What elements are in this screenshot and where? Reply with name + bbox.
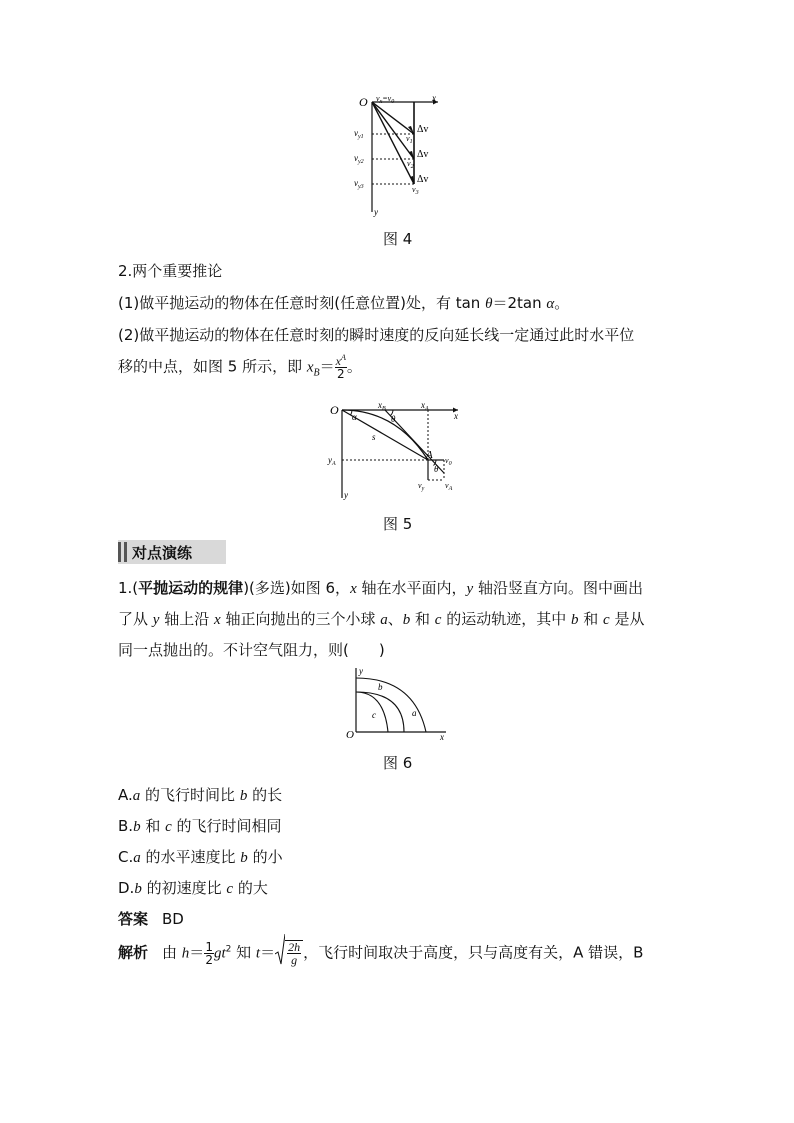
fig4-vy3: $v_{y3}$ — [354, 178, 364, 190]
fig6-trajectory-b — [356, 692, 404, 732]
fig6-origin: O — [346, 729, 354, 741]
fig5-va: $v_A$ — [445, 481, 453, 492]
fig4-v3-vector — [372, 102, 414, 184]
fig4-origin: O — [359, 95, 368, 109]
fig5-ya: $y_A$ — [328, 455, 336, 467]
fig5-theta: θ — [391, 414, 396, 424]
figure-5 — [326, 400, 466, 502]
practice-section-title: 对点演练 — [132, 544, 193, 562]
fig6-label-c: c — [372, 710, 376, 720]
fig4-v1: $v_1$ — [406, 134, 413, 145]
fig4-v2-vector — [372, 102, 414, 159]
section-2-heading: 2.两个重要推论 — [118, 262, 223, 280]
option-a[interactable]: A.a 的飞行时间比 b 的长 — [118, 786, 283, 804]
fig6-y-label: y — [359, 666, 363, 676]
sqrt-icon — [275, 934, 285, 968]
fig6-label-b: b — [378, 682, 383, 692]
fig5-xb: $x_B$ — [378, 400, 386, 412]
fig5-xa: $x_A$ — [421, 400, 429, 412]
figure-5-caption: 图 5 — [383, 515, 413, 533]
figure-4-diagram — [350, 94, 450, 219]
fig6-label-a: a — [412, 708, 417, 718]
fig4-vy2: $v_{y2}$ — [354, 153, 364, 165]
fig5-origin: O — [330, 403, 339, 417]
figure-6 — [344, 664, 452, 742]
option-b[interactable]: B.b 和 c 的飞行时间相同 — [118, 817, 282, 835]
question-1-line-3: 同一点抛出的。不计空气阻力，则( ) — [118, 641, 385, 659]
inference-1: (1)做平抛运动的物体在任意时刻(任意位置)处，有 tan θ＝2tan α。 — [118, 294, 570, 312]
fig5-v0: $v_0$ — [445, 456, 452, 467]
option-d[interactable]: D.b 的初速度比 c 的大 — [118, 879, 268, 897]
figure-5-diagram — [326, 400, 466, 502]
answer-label: 答案 — [118, 910, 149, 928]
fig5-y-label: y — [344, 490, 348, 500]
section-marker — [124, 542, 127, 562]
fig4-dv3: Δv — [417, 174, 429, 185]
figure-4-caption: 图 4 — [383, 230, 413, 248]
fig4-dv1: Δv — [417, 124, 429, 135]
inference-2-line-2: 移的中点，如图 5 所示，即 $x_B=$ $\frac{x^A}{2}$ 。 — [118, 353, 362, 381]
figure-6-caption: 图 6 — [383, 754, 413, 772]
fig4-dv2: Δv — [417, 149, 429, 160]
fig4-vx: $v_x=v_0$ — [376, 94, 395, 105]
sqrt-expression: $\frac{2h}{g}$ — [275, 940, 303, 966]
answer-value: BD — [162, 910, 184, 928]
fig5-vy: $v_y$ — [418, 481, 425, 492]
inference-2-line-1: (2)做平抛运动的物体在任意时刻的瞬时速度的反向延长线一定通过此时水平位 — [118, 326, 635, 344]
fig4-vy1: $v_{y1}$ — [354, 128, 364, 140]
question-1-line-1: 1.(平抛运动的规律)(多选)如图 6，x 轴在水平面内，y 轴沿竖直方向。图中画出 — [118, 579, 643, 597]
figure-4 — [350, 94, 450, 219]
option-c[interactable]: C.a 的水平速度比 b 的小 — [118, 848, 283, 866]
section-marker — [118, 542, 121, 562]
fig5-theta-2: θ — [434, 464, 439, 474]
fig5-x-label: x — [454, 411, 458, 421]
practice-section-header — [118, 540, 226, 564]
fig4-y-label: y — [374, 207, 378, 217]
fig6-trajectory-a — [356, 678, 426, 732]
fig4-v1-vector — [372, 102, 414, 134]
fig4-x-label: x — [432, 94, 436, 103]
fig5-s: s — [372, 432, 376, 442]
analysis-label: 解析 — [118, 943, 149, 962]
figure-6-diagram — [344, 664, 452, 742]
answer-line — [118, 908, 184, 929]
question-1-line-2: 了从 y 轴上沿 x 轴正向抛出的三个小球 a、b 和 c 的运动轨迹，其中 b 和 c 是从 — [118, 610, 645, 628]
fig4-v2: $v_2$ — [407, 159, 414, 170]
fig5-alpha: α — [352, 412, 357, 422]
fig6-x-label: x — [440, 732, 444, 742]
analysis-line: 解析 由 h＝ $\frac{1}{2}$ $gt^2$ 知 t＝ $\frac{2h}{g}$ ，飞行时间取决于高度，只与高度有关，A 错误，B — [118, 940, 643, 966]
fig5-point-a: A — [426, 449, 433, 461]
fig4-v3: $v_3$ — [412, 185, 419, 196]
